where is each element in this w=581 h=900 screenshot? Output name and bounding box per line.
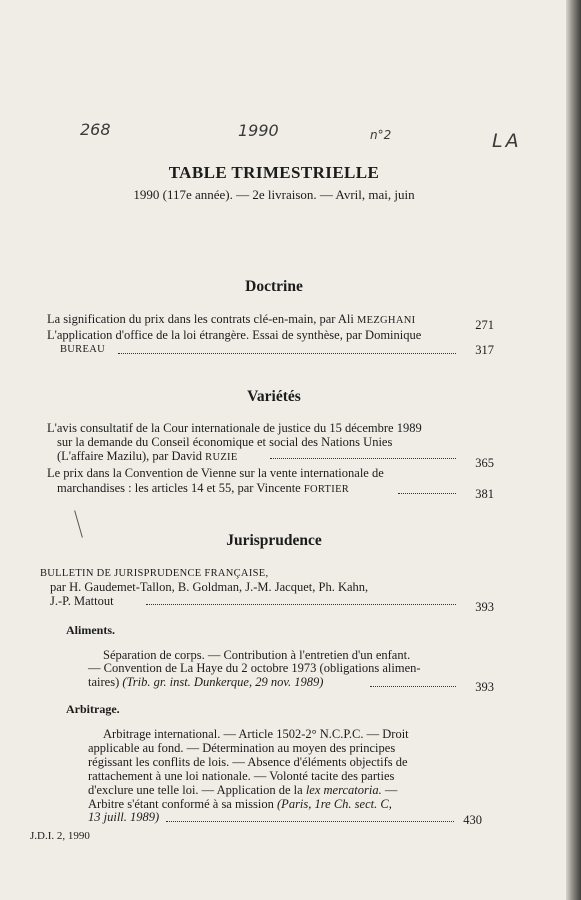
dot-leader: [370, 686, 456, 687]
category-aliments: Aliments.: [66, 623, 115, 637]
handwritten-initials: LA: [492, 130, 522, 152]
aliments-page: 393: [475, 680, 494, 694]
doctrine-entry-1-page: 271: [475, 318, 494, 332]
aliments-line: Séparation de corps. — Contribution à l'entretien d'un enfant.: [103, 648, 411, 662]
arbitrage-page: 430: [463, 813, 482, 827]
handwritten-issue: n°2: [370, 128, 392, 142]
section-heading-jurisprudence: Jurisprudence: [226, 532, 322, 549]
arbitrage-line: Arbitrage international. — Article 1502-2° N.C.P.C. — Droit: [103, 727, 409, 741]
varietes-entry-1-page: 365: [475, 456, 494, 470]
bulletin-title: BULLETIN DE JURISPRUDENCE FRANÇAISE,: [40, 568, 269, 579]
arbitrage-line: applicable au fond. — Détermination au moyen des principes: [88, 741, 396, 755]
doctrine-entry-1: La signification du prix dans les contrats clé-en-main, par Ali MEZGHANI: [47, 312, 416, 326]
varietes-entry-2-line: Le prix dans la Convention de Vienne sur la vente internationale de: [47, 466, 384, 480]
aliments-line: — Convention de La Haye du 2 octobre 1973 (obligations alimen-: [88, 661, 421, 675]
varietes-entry-2-line: marchandises : les articles 14 et 55, par Vincente FORTIER: [57, 481, 350, 495]
page-title: TABLE TRIMESTRIELLE: [168, 163, 380, 182]
handwritten-year: 1990: [238, 121, 279, 140]
bulletin-page: 393: [475, 600, 494, 614]
footer-citation: J.D.I. 2, 1990: [30, 830, 90, 842]
page-edge: [566, 0, 581, 900]
arbitrage-line: régissant les conflits de lois. — Absence d'éléments objectifs de: [88, 755, 408, 769]
doctrine-entry-2-author: BUREAU: [60, 344, 105, 355]
bulletin-authors: par H. Gaudemet-Tallon, B. Goldman, J.-M. Jacquet, Ph. Kahn,: [50, 580, 369, 594]
handwritten-number: 268: [80, 120, 111, 139]
dot-leader: [166, 821, 454, 822]
dot-leader: [146, 604, 456, 605]
varietes-entry-1-line: (L'affaire Mazilu), par David RUZIE: [57, 449, 238, 463]
varietes-entry-1-line: L'avis consultatif de la Cour internationale de justice du 15 décembre 1989: [47, 421, 422, 435]
arbitrage-line: Arbitre s'étant conformé à sa mission (Paris, 1re Ch. sect. C,: [88, 797, 392, 811]
category-arbitrage: Arbitrage.: [66, 702, 120, 716]
aliments-line: taires) (Trib. gr. inst. Dunkerque, 29 nov. 1989): [88, 675, 324, 689]
dot-leader: [398, 493, 456, 494]
doctrine-entry-2-line: L'application d'office de la loi étrangère. Essai de synthèse, par Dominique: [47, 328, 422, 342]
arbitrage-line: d'exclure une telle loi. — Application de la lex mercatoria. —: [88, 783, 398, 797]
arbitrage-line: rattachement à une loi nationale. — Volonté tacite des parties: [88, 769, 395, 783]
doctrine-entry-2-page: 317: [475, 343, 494, 357]
dot-leader: [270, 458, 456, 459]
page-subtitle: 1990 (117e année). — 2e livraison. — Avril, mai, juin: [133, 187, 415, 202]
varietes-entry-2-page: 381: [475, 487, 494, 501]
bulletin-authors: J.-P. Mattout: [50, 594, 114, 608]
section-heading-doctrine: Doctrine: [245, 278, 303, 295]
varietes-entry-1-line: sur la demande du Conseil économique et social des Nations Unies: [57, 435, 393, 449]
dot-leader: [118, 353, 456, 354]
arbitrage-line: 13 juill. 1989): [88, 810, 160, 824]
section-heading-varietes: Variétés: [247, 388, 301, 405]
